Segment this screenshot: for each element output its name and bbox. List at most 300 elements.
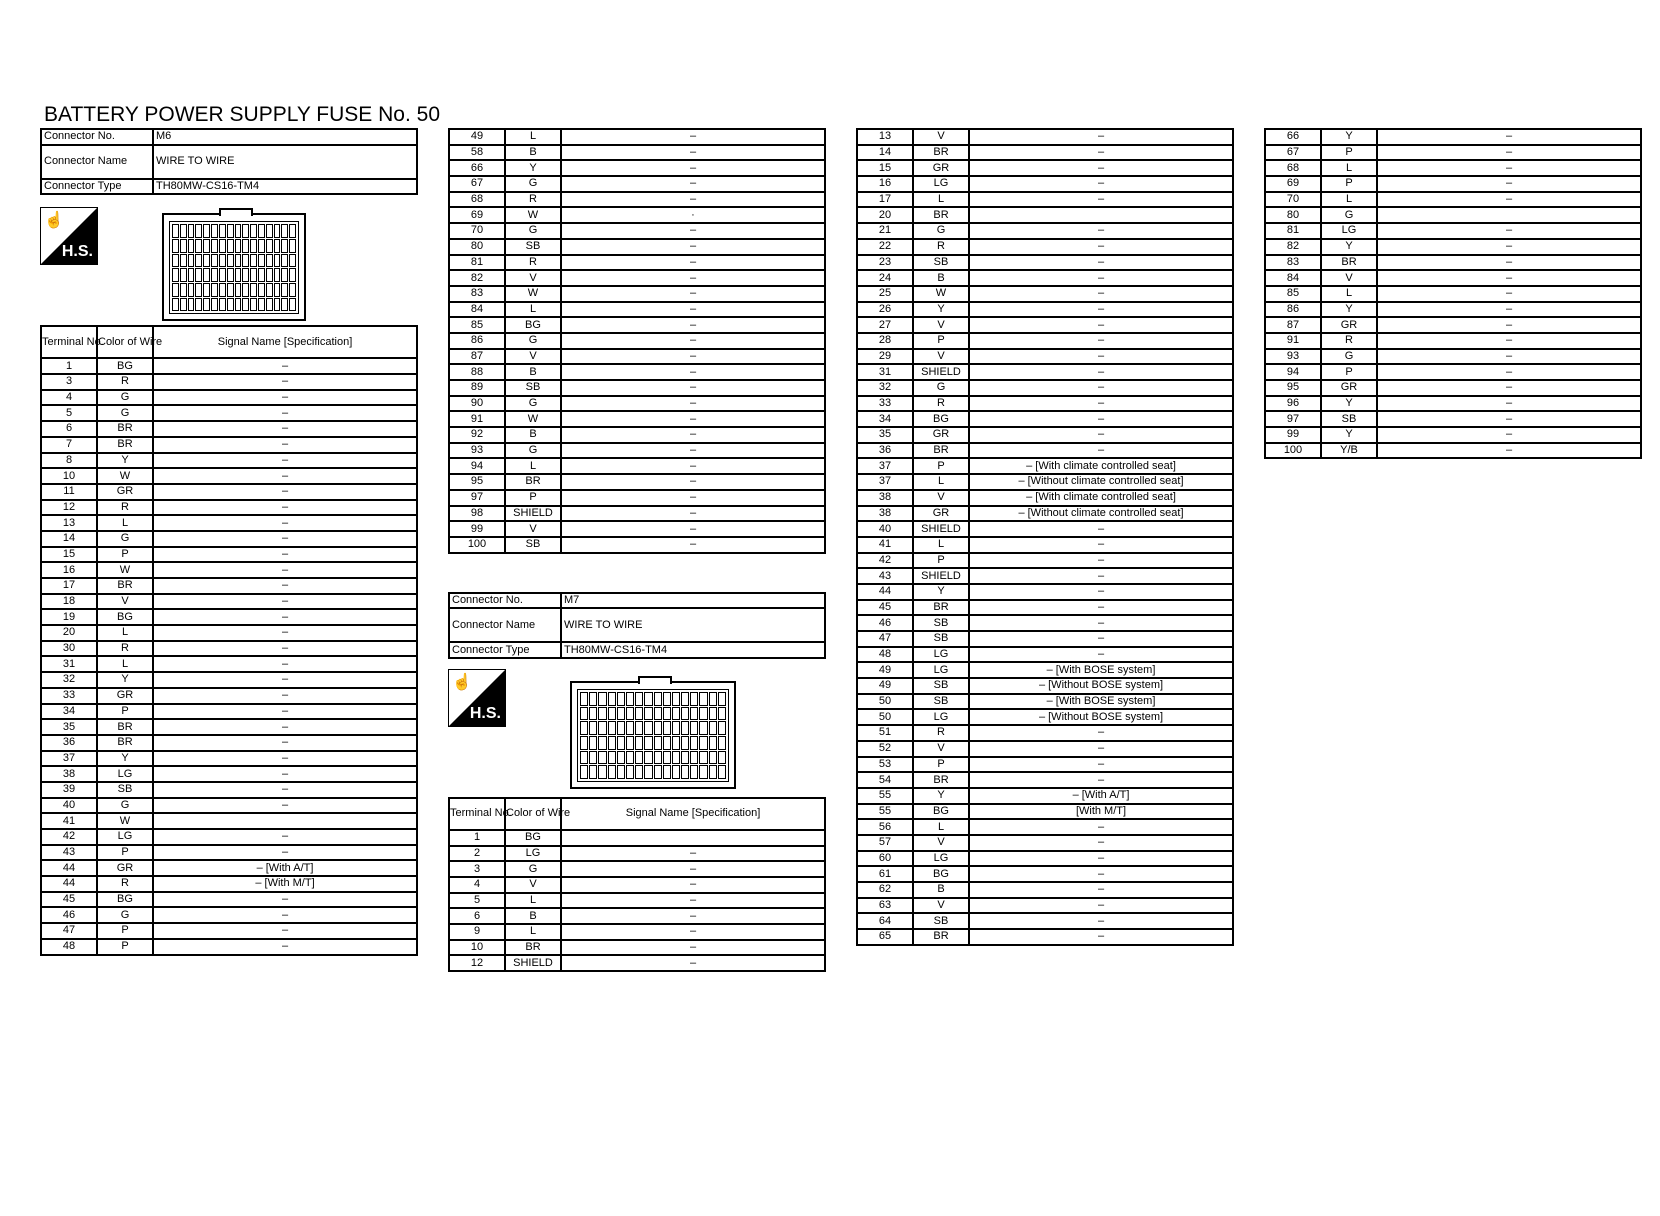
terminal-no: 33 [857,396,913,412]
wire-color: BR [913,207,969,223]
signal-name: – [1377,411,1641,427]
wire-color: L [97,515,153,531]
terminal-no: 91 [449,411,505,427]
wire-color: Y [913,584,969,600]
wire-color: L [505,893,561,909]
signal-name: · [561,207,825,223]
cavity-cell [718,692,726,706]
cavity-cell [580,765,588,779]
terminal-no: 97 [449,490,505,506]
wire-color: W [505,411,561,427]
connector-type-label: Connector Type [41,179,153,195]
signal-name: – [153,531,417,547]
cavity-cell [242,298,249,312]
cavity-cell [180,224,187,238]
wire-color: Y [1321,427,1377,443]
signal-name: – [153,798,417,814]
signal-name: – [969,443,1233,459]
connector-no-value: M6 [153,129,417,145]
signal-name: – [1377,192,1641,208]
terminal-no: 12 [41,500,97,516]
cavity-cell [258,239,265,253]
table-row [857,819,1233,835]
table-row [857,458,1233,474]
cavity-cell [195,298,202,312]
cavity-cell [635,721,643,735]
wire-color: SHIELD [913,568,969,584]
signal-name: – [969,882,1233,898]
table-row [857,709,1233,725]
wire-color: L [1321,160,1377,176]
signal-name: – [969,757,1233,773]
signal-name: – [561,333,825,349]
cavity-cell [672,736,680,750]
wire-color: P [97,939,153,955]
terminal-no: 67 [449,176,505,192]
terminal-no: 14 [41,531,97,547]
cavity-cell [718,765,726,779]
table-row [41,907,417,923]
cavity-cell [709,707,717,721]
signal-name: – [1377,286,1641,302]
cavity-cell [211,239,218,253]
wire-color: Y [97,751,153,767]
signal-name: – [153,437,417,453]
terminal-no: 47 [41,923,97,939]
terminal-no: 67 [1265,145,1321,161]
wire-color: V [97,594,153,610]
terminal-no: 40 [41,798,97,814]
table-row [1265,349,1641,365]
table-row [449,129,825,145]
cavity-cell [580,707,588,721]
signal-name: – [561,302,825,318]
table-row [41,641,417,657]
wire-color: GR [1321,317,1377,333]
cavity-cell [281,239,288,253]
cavity-cell [589,736,597,750]
wire-color: L [1321,286,1377,302]
signal-name: – [969,600,1233,616]
cavity-cell [180,283,187,297]
signal-name: – [153,515,417,531]
table-row [41,860,417,876]
table-row [449,940,825,956]
table-row [449,317,825,333]
wire-color: W [97,813,153,829]
table-row [857,757,1233,773]
table-row [41,672,417,688]
table-row [857,176,1233,192]
wire-color: BR [1321,255,1377,271]
table-row [857,443,1233,459]
cavity-cell [188,283,195,297]
connector-name-label: Connector Name [41,145,153,179]
table-row [1265,129,1641,145]
wire-color: BR [913,145,969,161]
table-row [41,468,417,484]
table-row [449,830,825,846]
table-row [41,939,417,955]
table-row [857,270,1233,286]
table-row [1265,270,1641,286]
wire-color: G [505,333,561,349]
table-row [857,474,1233,490]
signal-name: – [1377,443,1641,459]
table-row [1265,427,1641,443]
terminal-no: 34 [41,704,97,720]
cavity-cell [203,254,210,268]
table-row [857,804,1233,820]
terminal-no: 31 [857,364,913,380]
cavity-cell [663,765,671,779]
table-row [449,537,825,553]
signal-name: – [153,358,417,374]
cavity-cell [250,224,257,238]
wire-color: R [97,374,153,390]
connector-diagram-m7 [448,659,826,797]
table-row [1265,380,1641,396]
table-row [449,145,825,161]
wire-color: SB [913,615,969,631]
table-row [449,239,825,255]
signal-name: – [153,594,417,610]
signal-name: – [153,845,417,861]
table-row [857,866,1233,882]
terminal-no: 52 [857,741,913,757]
terminal-no: 41 [41,813,97,829]
table-row [41,453,417,469]
cavity-cell [219,254,226,268]
cavity-cell [718,736,726,750]
signal-name: – [1377,176,1641,192]
signal-name: – [With A/T] [969,788,1233,804]
signal-name: – [969,725,1233,741]
cavity-cell [250,298,257,312]
wire-color: BG [913,411,969,427]
terminal-no: 83 [449,286,505,302]
wire-color: BG [97,609,153,625]
table-row [1265,396,1641,412]
signal-name: – [969,835,1233,851]
terminal-no: 42 [41,829,97,845]
signal-name: – [561,145,825,161]
wire-color: G [97,907,153,923]
wire-color: R [913,725,969,741]
cavity-cell [289,298,296,312]
cavity-cell [289,268,296,282]
cavity-cell [235,268,242,282]
wire-color: P [97,704,153,720]
wire-color: Y [913,788,969,804]
cavity-cell [227,268,234,282]
table-row [449,333,825,349]
terminal-table-m6-part2 [448,128,826,554]
cavity-cell [644,736,652,750]
table-row [857,772,1233,788]
table-row [857,615,1233,631]
cavity-cell [709,765,717,779]
terminal-no: 48 [41,939,97,955]
wire-color: LG [913,647,969,663]
terminal-no: 50 [857,694,913,710]
terminal-no: 86 [1265,302,1321,318]
terminal-no: 28 [857,333,913,349]
table-row [449,908,825,924]
signal-name: – [969,819,1233,835]
table-row [857,396,1233,412]
signal-name: – [969,427,1233,443]
table-row [1265,223,1641,239]
cavity-cell [274,254,281,268]
table-row [41,562,417,578]
signal-name: – [561,458,825,474]
table-row [41,625,417,641]
cavity-cell [289,239,296,253]
table-row [857,725,1233,741]
harness-side-icon: ☝ H.S. [40,207,98,265]
wire-color: W [505,286,561,302]
table-row [857,694,1233,710]
table-row [41,704,417,720]
signal-name: – [561,427,825,443]
wire-color: V [1321,270,1377,286]
cavity-cell [672,751,680,765]
table-row [449,349,825,365]
table-row [41,390,417,406]
terminal-no: 21 [857,223,913,239]
wire-color: SB [1321,411,1377,427]
signal-name: – [1377,239,1641,255]
signal-name: – [153,562,417,578]
connector-name-value: WIRE TO WIRE [153,145,417,179]
table-row [857,364,1233,380]
table-row [41,751,417,767]
terminal-no: 37 [41,751,97,767]
signal-name: – [153,468,417,484]
terminal-no: 80 [449,239,505,255]
signal-name: – [969,898,1233,914]
table-row [41,766,417,782]
terminal-no: 85 [1265,286,1321,302]
cavity-cell [235,224,242,238]
wire-color: LG [913,662,969,678]
terminal-no: 86 [449,333,505,349]
signal-name: – [153,892,417,908]
wire-color: LG [913,709,969,725]
signal-name: – [969,537,1233,553]
signal-name: – [969,866,1233,882]
connector-type-label: Connector Type [449,642,561,658]
wire-color: Y [1321,396,1377,412]
wire-color: P [913,458,969,474]
terminal-no: 13 [41,515,97,531]
signal-name: – [969,145,1233,161]
connector-diagram-m6 [40,195,418,325]
wire-color: SB [505,239,561,255]
cavity-cell [258,254,265,268]
terminal-no: 100 [449,537,505,553]
terminal-no: 82 [449,270,505,286]
table-row [449,846,825,862]
cavity-cell [258,283,265,297]
cavity-cell [250,239,257,253]
cavity-cell [203,239,210,253]
terminal-no: 55 [857,788,913,804]
signal-name: – [561,490,825,506]
cavity-cell [690,751,698,765]
wire-color: B [505,145,561,161]
cavity-cell [188,254,195,268]
wire-color: L [505,924,561,940]
cavity-cell [699,692,707,706]
wire-color: BR [97,578,153,594]
signal-name: – [561,255,825,271]
cavity-cell [608,765,616,779]
signal-name: – [969,851,1233,867]
wire-color: SB [913,678,969,694]
wire-color: SB [505,380,561,396]
cavity-cell [617,721,625,735]
wire-color: P [913,553,969,569]
terminal-no: 58 [449,145,505,161]
terminal-no: 95 [449,474,505,490]
signal-name: – [969,129,1233,145]
cavity-cell [690,765,698,779]
table-row [41,813,417,829]
wire-color: GR [913,427,969,443]
signal-name: – [561,160,825,176]
terminal-no: 40 [857,521,913,537]
cavity-cell [242,239,249,253]
cavity-cell [211,283,218,297]
terminal-no: 33 [41,688,97,704]
terminal-no: 17 [41,578,97,594]
cavity-cell [672,707,680,721]
wire-color: BR [505,940,561,956]
signal-name: – [1377,302,1641,318]
signal-name: – [969,615,1233,631]
cavity-cell [663,751,671,765]
signal-name: – [153,547,417,563]
terminal-no: 32 [857,380,913,396]
table-row [449,521,825,537]
wire-color: BR [97,735,153,751]
signal-name: – [1377,255,1641,271]
table-row [857,317,1233,333]
cavity-cell [180,239,187,253]
signal-name: – [969,176,1233,192]
header-signal-name: Signal Name [Specification] [153,326,417,358]
wire-color: G [1321,349,1377,365]
wire-color: P [1321,145,1377,161]
signal-name: – [153,751,417,767]
wire-color: W [505,207,561,223]
signal-name: – [561,506,825,522]
signal-name: – [153,829,417,845]
table-row [1265,317,1641,333]
signal-name: – [1377,129,1641,145]
cavity-cell [635,751,643,765]
table-row [857,380,1233,396]
table-row [41,923,417,939]
signal-name: – [153,704,417,720]
terminal-no: 99 [449,521,505,537]
signal-name: – [969,317,1233,333]
cavity-cell [699,765,707,779]
cavity-cell [699,707,707,721]
wire-color: W [97,562,153,578]
signal-name: – [969,302,1233,318]
terminal-no: 32 [41,672,97,688]
header-color-of-wire: Color of Wire [97,326,153,358]
table-row [857,411,1233,427]
header-terminal-no: Terminal No. [41,326,97,358]
wire-color: R [913,239,969,255]
cavity-cell [663,707,671,721]
table-row [1265,302,1641,318]
signal-name: – [153,939,417,955]
column-2 [448,128,826,972]
wire-color: LG [913,851,969,867]
cavity-cell [211,298,218,312]
wire-color: LG [1321,223,1377,239]
table-row [41,782,417,798]
wire-color: Y [913,302,969,318]
cavity-cell [235,298,242,312]
signal-name: – [969,333,1233,349]
terminal-no: 36 [857,443,913,459]
cavity-cell [626,736,634,750]
cavity-cell [681,736,689,750]
signal-name: – [969,364,1233,380]
cavity-cell [188,298,195,312]
table-row [857,145,1233,161]
cavity-cell [266,268,273,282]
table-row [41,892,417,908]
signal-name: – [153,782,417,798]
table-row [449,207,825,223]
table-row [41,688,417,704]
connector-type-value: TH80MW-CS16-TM4 [561,642,825,658]
signal-name: – [969,913,1233,929]
signal-name: – [1377,427,1641,443]
cavity-cell [250,283,257,297]
cavity-cell [242,268,249,282]
terminal-no: 55 [857,804,913,820]
cavity-cell [608,707,616,721]
signal-name: – [1377,145,1641,161]
wire-color: P [913,757,969,773]
signal-name: – [153,735,417,751]
signal-name: – [561,349,825,365]
signal-name: – [969,349,1233,365]
cavity-cell [598,765,606,779]
cavity-cell [250,254,257,268]
signal-name: – [153,374,417,390]
signal-name: – [1377,160,1641,176]
table-row [857,662,1233,678]
terminal-no: 70 [449,223,505,239]
signal-name: – [561,940,825,956]
cavity-cell [219,268,226,282]
wire-color: R [505,192,561,208]
terminal-no: 51 [857,725,913,741]
connector-face-m7 [570,681,736,789]
signal-name: – [969,223,1233,239]
signal-name: – [561,846,825,862]
signal-name: – [Without climate controlled seat] [969,506,1233,522]
